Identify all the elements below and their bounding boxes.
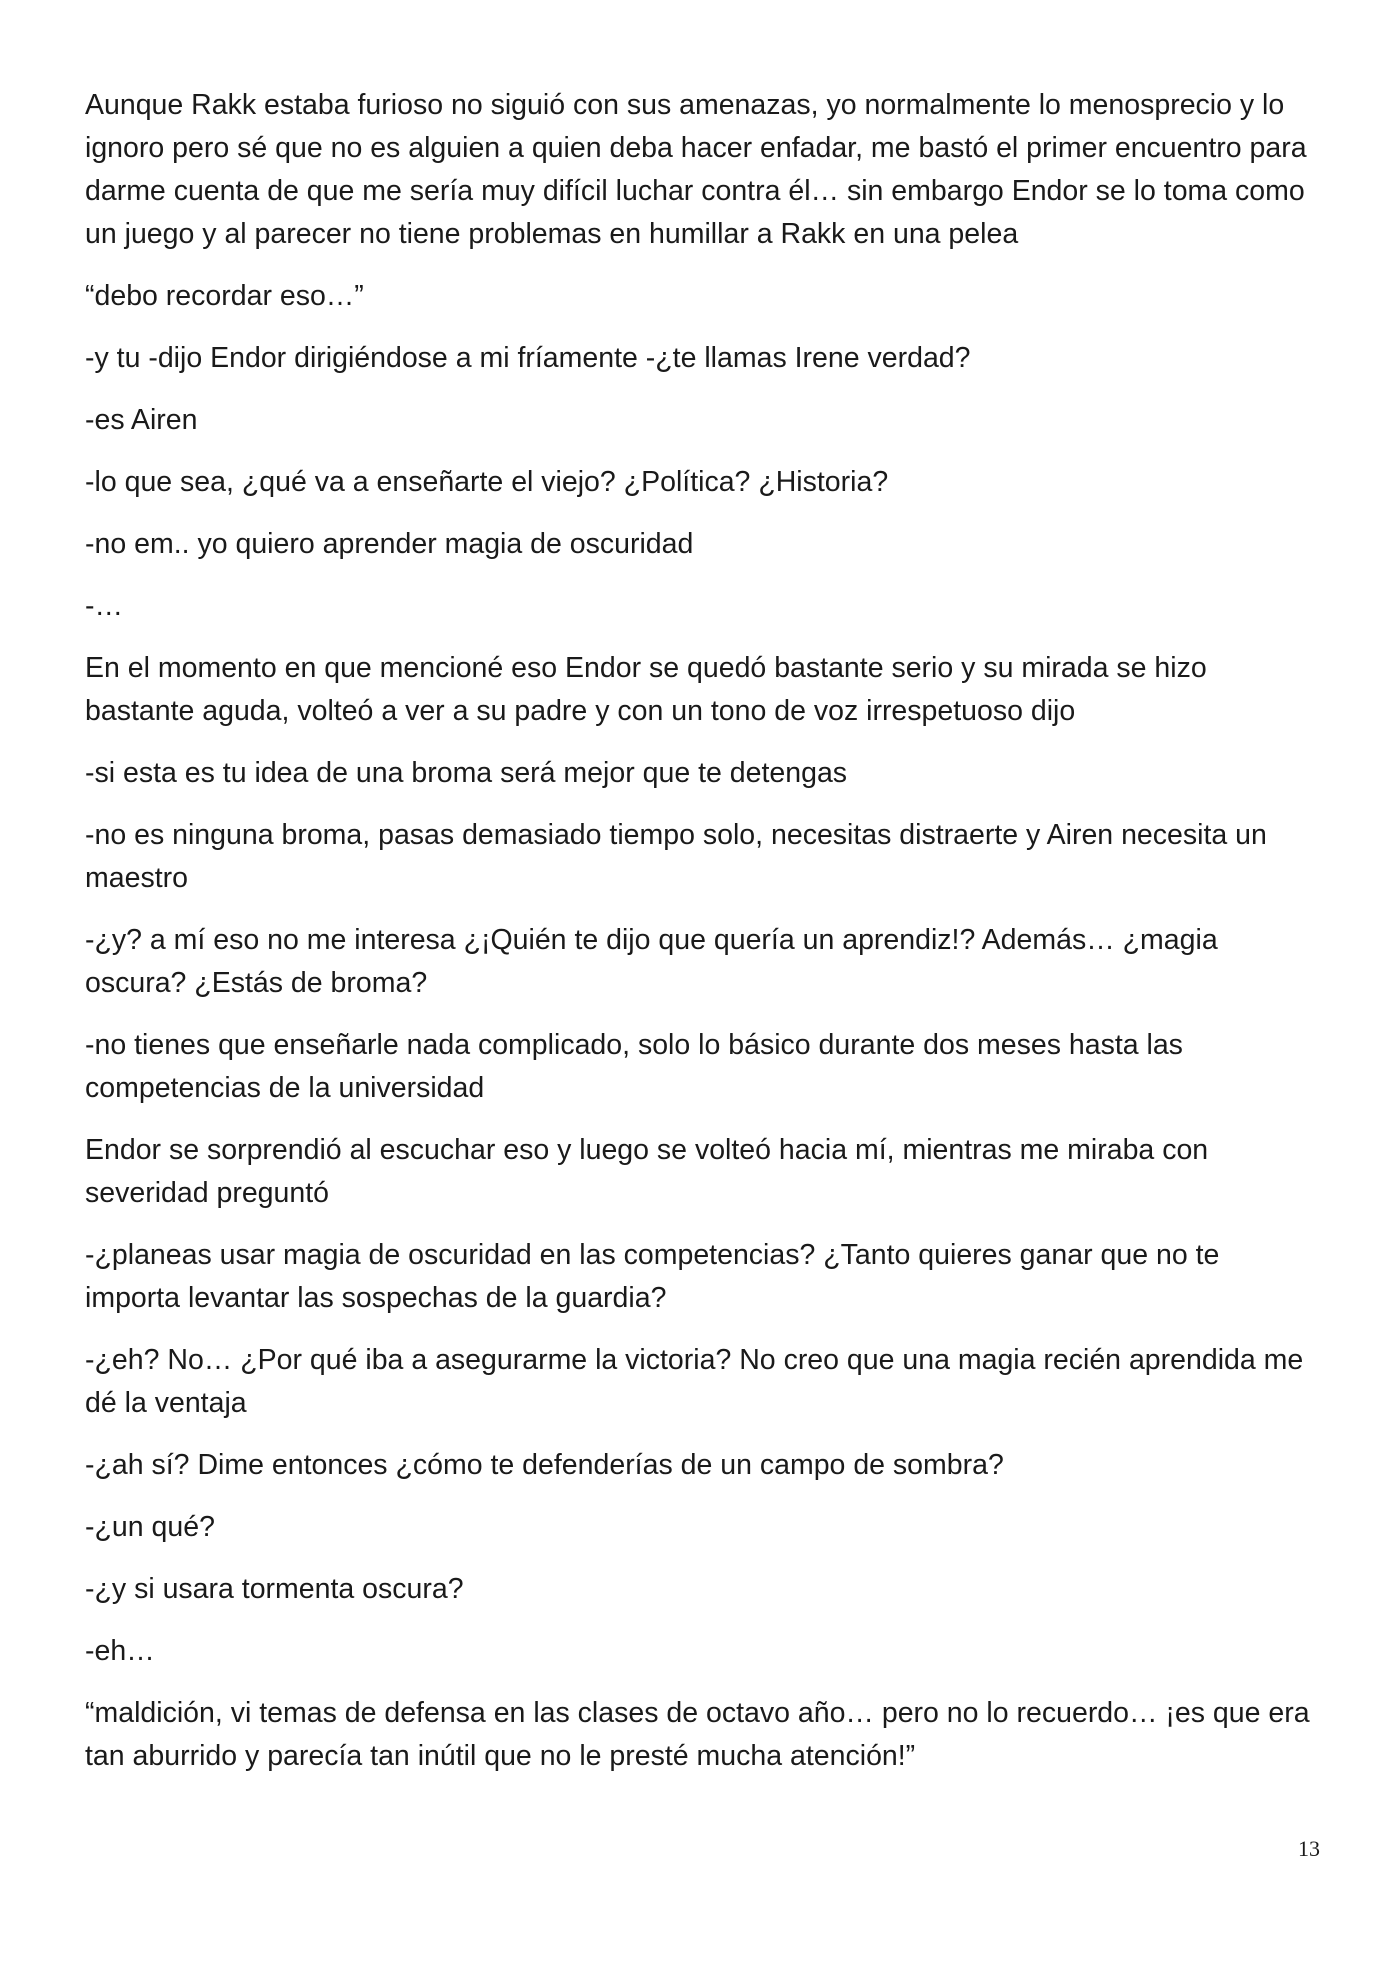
paragraph: -no em.. yo quiero aprender magia de oscuridad xyxy=(85,528,694,560)
paragraph: -es Airen xyxy=(85,404,198,436)
paragraph: -¿ah sí? Dime entonces ¿cómo te defenderías de un campo de sombra? xyxy=(85,1449,1004,1481)
paragraph: En el momento en que mencioné eso Endor se quedó bastante serio y su mirada se hizo bastante aguda, volteó a ver a su padre y con un tono de voz irrespetuoso dijo xyxy=(85,652,1207,727)
paragraph: -lo que sea, ¿qué va a enseñarte el viejo? ¿Política? ¿Historia? xyxy=(85,466,889,498)
paragraph: -no es ninguna broma, pasas demasiado tiempo solo, necesitas distraerte y Airen necesita un maestro xyxy=(85,819,1267,894)
page-number: 13 xyxy=(1298,1836,1320,1861)
paragraph: “debo recordar eso…” xyxy=(85,280,364,312)
paragraph: -y tu -dijo Endor dirigiéndose a mi fríamente -¿te llamas Irene verdad? xyxy=(85,342,971,374)
paragraph: -… xyxy=(85,590,123,622)
paragraph: “maldición, vi temas de defensa en las clases de octavo año… pero no lo recuerdo… ¡es que era tan aburrido y parecía tan inútil que no le presté mucha atención!” xyxy=(85,1697,1310,1772)
paragraph: -¿y si usara tormenta oscura? xyxy=(85,1573,464,1605)
paragraph: -no tienes que enseñarle nada complicado, solo lo básico durante dos meses hasta las competencias de la universidad xyxy=(85,1029,1183,1104)
body-text xyxy=(85,84,1315,1797)
paragraph: -¿eh? No… ¿Por qué iba a asegurarme la victoria? No creo que una magia recién aprendida me dé la ventaja xyxy=(85,1344,1304,1419)
paragraph: -¿y? a mí eso no me interesa ¿¡Quién te dijo que quería un aprendiz!? Además… ¿magia oscura? ¿Estás de broma? xyxy=(85,924,1218,999)
paragraph: -¿planeas usar magia de oscuridad en las competencias? ¿Tanto quieres ganar que no te importa levantar las sospechas de la guardia? xyxy=(85,1239,1220,1314)
paragraph: Aunque Rakk estaba furioso no siguió con sus amenazas, yo normalmente lo menosprecio y lo ignoro pero sé que no es alguien a quien deba hacer enfadar, me bastó el primer encuentro para darme cuenta de que me sería muy difícil luchar contra él… sin embargo Endor se lo toma como un juego y al parecer no tiene problemas en humillar a Rakk en una pelea xyxy=(85,89,1307,250)
paragraph: -eh… xyxy=(85,1635,155,1667)
paragraph: -si esta es tu idea de una broma será mejor que te detengas xyxy=(85,757,848,789)
paragraph: -¿un qué? xyxy=(85,1511,215,1543)
paragraph: Endor se sorprendió al escuchar eso y luego se volteó hacia mí, mientras me miraba con severidad preguntó xyxy=(85,1134,1209,1209)
